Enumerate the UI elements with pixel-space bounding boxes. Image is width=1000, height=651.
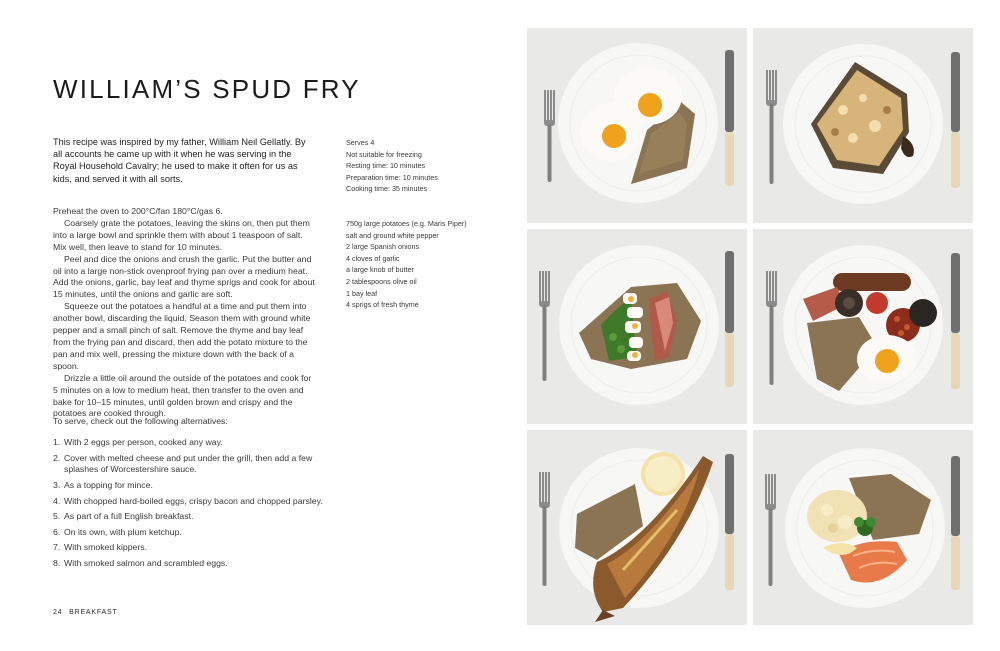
ingredient: a large knob of butter — [346, 265, 414, 275]
list-item — [53, 496, 323, 508]
photo-spud-fry-with-cheese — [753, 28, 973, 223]
method-step: Preheat the oven to 200°C/fan 180°C/gas 6. — [53, 206, 223, 216]
photo-spud-fry-with-egg-bacon-parsley — [527, 229, 747, 424]
photo-grid — [527, 28, 973, 625]
list-item — [53, 437, 323, 449]
serving-intro: To serve, check out the following alternatives: — [53, 416, 228, 426]
list-item — [53, 558, 323, 570]
meta-cooking-time: Cooking time: 35 minutes — [346, 184, 428, 194]
list-item — [53, 511, 323, 523]
knife-icon — [725, 50, 734, 186]
list-number: 6. — [53, 526, 61, 537]
method-step: Drizzle a little oil around the outside of the potatoes and cook for 5 minutes on a low to medium heat, then transfer to the oven and bake for 10–15 minutes, until golden brown and crispy and the potatoes are cooked through. — [53, 372, 312, 419]
method-step: Peel and dice the onions and crush the garlic. Put the butter and oil into a large non-stick ovenproof frying pan over a medium heat. Add the onions, garlic, bay leaf and thyme sprigs and cook for about 15 minutes, until the onions and garlic are soft. — [53, 253, 315, 300]
page-number: 24 — [53, 609, 63, 616]
list-text: As part of a full English breakfast. — [64, 511, 194, 522]
list-item — [53, 480, 323, 492]
ingredient: 2 large Spanish onions — [346, 242, 420, 252]
list-number: 1. — [53, 437, 61, 447]
meta-serves: Serves 4 — [346, 138, 375, 147]
knife-icon — [951, 253, 960, 389]
list-number: 7. — [53, 542, 61, 553]
meta-resting-time: Resting time: 10 minutes — [346, 161, 426, 171]
list-text: With 2 eggs per person, cooked any way. — [64, 437, 223, 447]
method-step: Squeeze out the potatoes a handful at a time and put them into another bowl, discarding the liquid. Season them with ground white pepper and a small pinch of salt. Remove the thyme and bay leaf from the frying pan and discard, then add the potato mixture to the pan and mix well, pressing the mixture down with the back of a spoon. — [53, 301, 311, 371]
photo-spud-fry-with-kippers — [527, 430, 747, 625]
ingredient: 1 bay leaf — [346, 288, 378, 298]
ingredient: salt and ground white pepper — [346, 230, 439, 240]
list-number: 8. — [53, 557, 61, 568]
list-item — [53, 453, 323, 477]
list-text: With smoked salmon and scrambled eggs. — [64, 557, 228, 568]
list-number: 5. — [53, 511, 61, 522]
recipe-method — [53, 206, 315, 420]
knife-icon — [951, 52, 960, 188]
knife-icon — [951, 456, 960, 590]
section-name: BREAKFAST — [69, 609, 118, 616]
list-item — [53, 542, 323, 554]
ingredient: 4 sprigs of fresh thyme — [346, 300, 419, 310]
serving-alternatives-list — [53, 437, 323, 574]
recipe-title: WILLIAM’S SPUD FRY — [53, 74, 361, 104]
list-text: With smoked kippers. — [64, 542, 148, 553]
photo-spud-fry-with-salmon-and-scrambled-eggs — [753, 430, 973, 625]
method-step: Coarsely grate the potatoes, leaving the skins on, then put them into a large bowl and sprinkle them with about 1 teaspoon of salt. Mix well, then leave to stand for 10 minutes. — [53, 217, 310, 252]
meta-preparation-time: Preparation time: 10 minutes — [346, 172, 438, 182]
list-text: As a topping for mince. — [64, 479, 153, 490]
knife-icon — [725, 251, 734, 387]
meta-freezing: Not suitable for freezing — [346, 149, 422, 159]
ingredient: 4 cloves of garlic — [346, 253, 400, 263]
list-item — [53, 527, 323, 539]
ingredients-list — [346, 218, 467, 311]
photo-spud-fry-full-english — [753, 229, 973, 424]
ingredient: 2 tablespoons olive oil — [346, 276, 417, 286]
list-number: 2. — [53, 452, 61, 463]
list-number: 3. — [53, 479, 61, 490]
list-number: 4. — [53, 495, 61, 506]
recipe-meta — [346, 137, 438, 195]
list-text: On its own, with plum ketchup. — [64, 526, 182, 537]
ingredient: 750g large potatoes (e.g. Maris Piper) — [346, 219, 467, 228]
list-text: Cover with melted cheese and put under the grill, then add a few splashes of Worcestershire sauce. — [64, 452, 313, 475]
photo-spud-fry-with-eggs — [527, 28, 747, 223]
knife-icon — [725, 454, 734, 590]
recipe-intro: This recipe was inspired by my father, William Neil Gellatly. By all accounts he came up with it when he was serving in the Royal Household Cavalry; he used to make it often for us as kids, and served it with all sorts. — [53, 137, 306, 184]
page-footer — [53, 609, 118, 616]
list-text: With chopped hard-boiled eggs, crispy bacon and chopped parsley. — [64, 495, 323, 506]
